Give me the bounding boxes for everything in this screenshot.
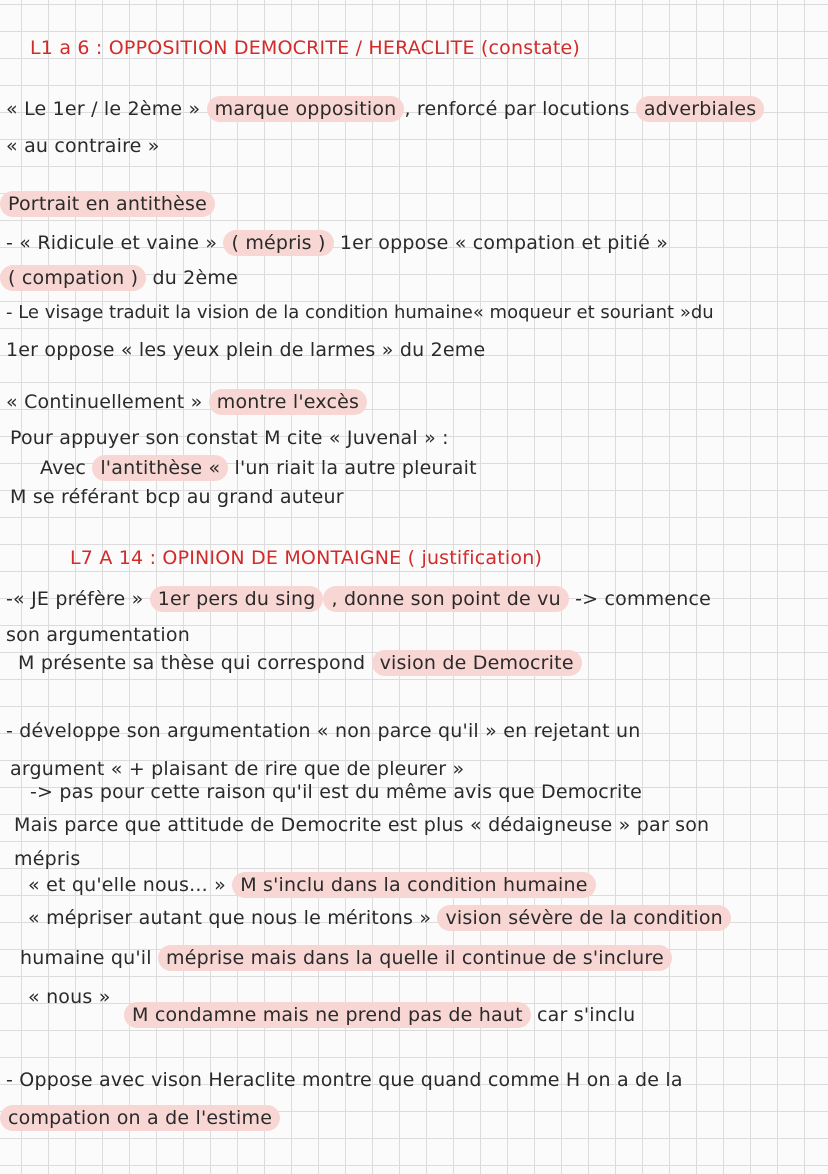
section4-line8: mépris bbox=[14, 848, 81, 870]
section2-line1 bbox=[6, 231, 668, 255]
text-segment: « Le 1er / le 2ème » bbox=[6, 98, 201, 120]
highlight: M condamne mais ne prend pas de haut bbox=[124, 1002, 531, 1028]
section4-line10 bbox=[28, 906, 731, 930]
text-segment: car s'inclu bbox=[537, 1004, 636, 1026]
highlight: ( mépris ) bbox=[223, 230, 333, 256]
section4-line2: son argumentation bbox=[6, 624, 190, 646]
section4-line4: - développe son argumentation « non parce qu'il » en rejetant un bbox=[6, 720, 641, 742]
section4-heading bbox=[70, 546, 542, 570]
highlight: montre l'excès bbox=[209, 389, 367, 415]
highlight: ( compation ) bbox=[0, 265, 146, 291]
highlight: , donne son point de vu bbox=[323, 586, 568, 612]
section1-line1 bbox=[6, 97, 764, 121]
section3-line1 bbox=[6, 390, 367, 414]
text-segment: « et qu'elle nous... » bbox=[28, 874, 226, 896]
section3-line4: M se référant bcp au grand auteur bbox=[10, 486, 344, 508]
text-segment: , renforcé par locutions bbox=[404, 98, 630, 120]
section3-line2: Pour appuyer son constat M cite « Juvenal » : bbox=[10, 427, 449, 449]
text-segment: du 2ème bbox=[152, 267, 238, 289]
highlight: M s'inclu dans la condition humaine bbox=[232, 872, 595, 898]
section3-line3 bbox=[40, 456, 477, 480]
highlight: Portrait en antithèse bbox=[0, 191, 215, 217]
text-segment: 1er oppose « compation et pitié » bbox=[339, 232, 669, 254]
section4-line12a: « nous » bbox=[28, 986, 111, 1008]
section4-line9 bbox=[28, 873, 596, 897]
text-segment: Avec bbox=[40, 457, 87, 479]
section4-line12b bbox=[124, 1003, 635, 1027]
section2-line2 bbox=[0, 266, 238, 290]
highlight: l'antithèse « bbox=[92, 455, 228, 481]
highlight: marque opposition bbox=[207, 96, 405, 122]
section4-line5: argument « + plaisant de rire que de pleurer » bbox=[10, 758, 465, 780]
section4-line7: Mais parce que attitude de Democrite est plus « dédaigneuse » par son bbox=[14, 814, 710, 836]
section4-line6: -> pas pour cette raison qu'il est du même avis que Democrite bbox=[30, 781, 642, 803]
section4-line11 bbox=[20, 946, 672, 970]
text-segment: l'un riait la autre pleurait bbox=[234, 457, 477, 479]
highlight: adverbiales bbox=[636, 96, 765, 122]
section1-heading-note: (constate) bbox=[480, 37, 580, 59]
section4-line3 bbox=[18, 651, 582, 675]
section1-heading bbox=[30, 36, 580, 60]
text-segment: -> commence bbox=[575, 588, 712, 610]
highlight: méprise mais dans la quelle il continue de s'inclure bbox=[158, 945, 672, 971]
section1-line2: « au contraire » bbox=[6, 135, 160, 157]
section1-heading-main: L1 a 6 : OPPOSITION DEMOCRITE / HERACLITE bbox=[30, 37, 475, 59]
section2-line4: 1er oppose « les yeux plein de larmes » du 2eme bbox=[6, 339, 486, 361]
text-segment: M présente sa thèse qui correspond bbox=[18, 652, 366, 674]
text-segment: -« JE préfère » bbox=[6, 588, 144, 610]
section4-heading-note: ( justification) bbox=[407, 547, 543, 569]
section4-heading-main: L7 A 14 : OPINION DE MONTAIGNE bbox=[70, 547, 402, 569]
section4-line1 bbox=[6, 587, 711, 611]
highlight: vision de Democrite bbox=[372, 650, 582, 676]
highlight: compation on a de l'estime bbox=[0, 1105, 280, 1131]
highlight: 1er pers du sing bbox=[150, 586, 324, 612]
text-segment: - « Ridicule et vaine » bbox=[6, 232, 218, 254]
section4-line14 bbox=[0, 1106, 280, 1130]
text-segment: « mépriser autant que nous le méritons » bbox=[28, 907, 432, 929]
section2-title bbox=[0, 192, 215, 216]
text-segment: « Continuellement » bbox=[6, 391, 203, 413]
text-segment: humaine qu'il bbox=[20, 947, 152, 969]
section4-line13: - Oppose avec vison Heraclite montre que quand comme H on a de la bbox=[6, 1069, 683, 1091]
section2-line3: - Le visage traduit la vision de la condition humaine« moqueur et souriant »du bbox=[6, 302, 714, 323]
highlight: vision sévère de la condition bbox=[437, 905, 730, 931]
